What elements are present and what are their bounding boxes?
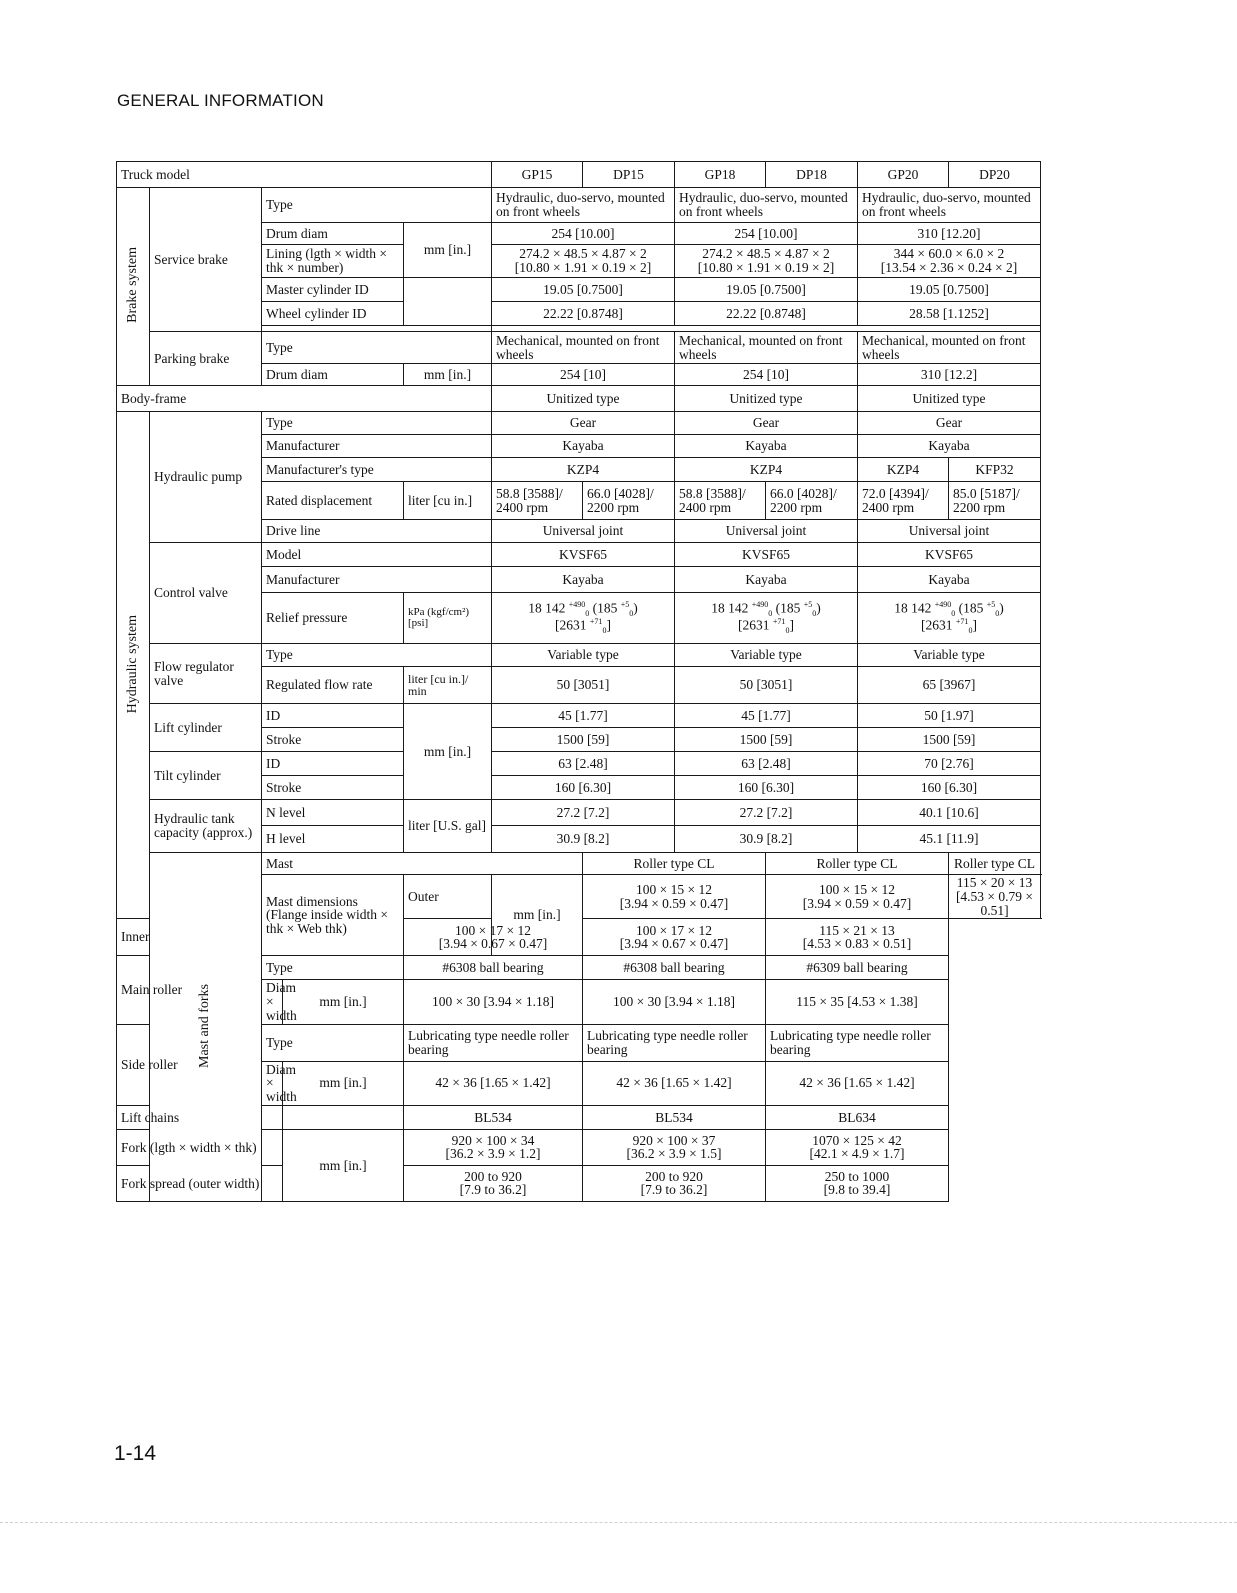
cell-value: Universal joint [492, 520, 675, 543]
unit-label: liter [U.S. gal] [404, 800, 492, 853]
cell-value: 58.8 [3588]/ 2400 rpm [675, 482, 766, 520]
cell-value: 63 [2.48] [492, 752, 675, 776]
cell-value: 42 × 36 [1.65 × 1.42] [583, 1061, 766, 1105]
table-row [117, 800, 1041, 826]
table-row [117, 188, 1041, 223]
cell-value: 100 × 30 [3.94 × 1.18] [404, 980, 583, 1024]
cell-value: #6308 ball bearing [583, 956, 766, 980]
table-row [117, 162, 1041, 188]
cell-value: Mechanical, mounted on front wheels [675, 332, 858, 364]
cell-value: #6308 ball bearing [404, 956, 583, 980]
cell-value: 19.05 [0.7500] [675, 278, 858, 302]
row-label: Manufacturer's type [262, 458, 492, 482]
row-label: Parking brake [150, 332, 262, 386]
cell-value: Roller type CL [766, 853, 949, 875]
cell-value: 115 × 21 × 13 [4.53 × 0.83 × 0.51] [766, 919, 949, 956]
table-row [117, 412, 1041, 435]
cell-value: 50 [3051] [492, 667, 675, 704]
row-label: N level [262, 800, 404, 826]
cell-value: Mechanical, mounted on front wheels [492, 332, 675, 364]
cell-value: Variable type [492, 644, 675, 667]
cell-value: Lubricating type needle roller bearing [766, 1024, 949, 1061]
row-label: Mast [262, 853, 583, 875]
cell-value: 22.22 [0.8748] [675, 302, 858, 326]
row-label: Main roller [117, 956, 262, 1024]
cell-value: 1500 [59] [492, 728, 675, 752]
cell-value: Unitized type [492, 386, 675, 412]
cell-value: Lubricating type needle roller bearing [404, 1024, 583, 1061]
row-label: Side roller [117, 1024, 262, 1105]
empty-cell [283, 1105, 404, 1129]
model-header: GP20 [858, 162, 949, 188]
cell-value: Kayaba [492, 435, 675, 458]
cell-value: KZP4 [492, 458, 675, 482]
cell-value: Mechanical, mounted on front wheels [858, 332, 1041, 364]
row-label: Manufacturer [262, 435, 492, 458]
row-label: ID [262, 704, 404, 728]
row-label: Tilt cylinder [150, 752, 262, 800]
cell-value: KFP32 [949, 458, 1041, 482]
cell-value: 100 × 15 × 12 [3.94 × 0.59 × 0.47] [583, 875, 766, 919]
table-row [117, 1024, 1041, 1061]
row-label: Type [262, 1024, 404, 1061]
cell-value: 30.9 [8.2] [492, 826, 675, 853]
cell-value: 1070 × 125 × 42 [42.1 × 4.9 × 1.7] [766, 1129, 949, 1165]
cell-value: 50 [1.97] [858, 704, 1041, 728]
row-label: Stroke [262, 776, 404, 800]
cell-value: Variable type [858, 644, 1041, 667]
row-label: Rated displacement [262, 482, 404, 520]
cell-value: 45 [1.77] [492, 704, 675, 728]
cell-value-relief: 18 142 $^{+490}_0$ (185 $^{+5}_0$) [2631 $^{+71}_0$] [492, 593, 675, 644]
unit-label: kPa (kgf/cm²) [psi] [404, 593, 492, 644]
group-label-brake: Brake system [117, 188, 150, 386]
row-label: Type [262, 188, 492, 223]
table-row [117, 332, 1041, 364]
cell-value: BL534 [404, 1105, 583, 1129]
cell-value: 160 [6.30] [858, 776, 1041, 800]
cell-value: KVSF65 [492, 543, 675, 567]
model-header: GP15 [492, 162, 583, 188]
cell-value: Unitized type [858, 386, 1041, 412]
row-label: Relief pressure [262, 593, 404, 644]
cell-value: KZP4 [675, 458, 858, 482]
table-row [117, 853, 1041, 875]
unit-label: mm [in.] [492, 875, 583, 956]
cell-value: 72.0 [4394]/ 2400 rpm [858, 482, 949, 520]
page-header: GENERAL INFORMATION [117, 91, 324, 110]
cell-value: 27.2 [7.2] [675, 800, 858, 826]
table-row [117, 752, 1041, 776]
cell-value: 274.2 × 48.5 × 4.87 × 2 [10.80 × 1.91 × 0.19 × 2] [675, 245, 858, 278]
unit-label: mm [in.] [283, 1129, 404, 1201]
cell-value: 45 [1.77] [675, 704, 858, 728]
cell-value: 344 × 60.0 × 6.0 × 2 [13.54 × 2.36 × 0.24 × 2] [858, 245, 1041, 278]
row-label: Body-frame [117, 386, 492, 412]
cell-value: Roller type CL [949, 853, 1041, 875]
cell-value: Kayaba [675, 435, 858, 458]
cell-value: 200 to 920 [7.9 to 36.2] [404, 1165, 583, 1201]
cell-value: 1500 [59] [858, 728, 1041, 752]
cell-value: BL534 [583, 1105, 766, 1129]
cell-value: 1500 [59] [675, 728, 858, 752]
cell-value: 66.0 [4028]/ 2200 rpm [766, 482, 858, 520]
row-label: Type [262, 412, 492, 435]
row-label: Hydraulic tank capacity (approx.) [150, 800, 262, 853]
table-row [117, 1165, 1041, 1201]
cell-value: 63 [2.48] [675, 752, 858, 776]
unit-label: mm [in.] [404, 223, 492, 278]
empty-cell [404, 278, 492, 326]
model-header: DP15 [583, 162, 675, 188]
truck-model-label: Truck model [117, 162, 492, 188]
row-label: Drive line [262, 520, 492, 543]
cell-value: Roller type CL [583, 853, 766, 875]
spec-table [116, 161, 1041, 1202]
row-label: Diam × width [262, 980, 283, 1024]
row-label: Drum diam [262, 223, 404, 245]
model-header: DP18 [766, 162, 858, 188]
cell-value: Kayaba [858, 567, 1041, 593]
cell-value: 160 [6.30] [675, 776, 858, 800]
row-label: Drum diam [262, 364, 404, 386]
row-label: Service brake [150, 188, 262, 332]
cell-value: 19.05 [0.7500] [858, 278, 1041, 302]
table-row [117, 543, 1041, 567]
cell-value: 115 × 20 × 13 [4.53 × 0.79 × 0.51] [949, 875, 1041, 919]
cell-value: Gear [858, 412, 1041, 435]
page-number: 1-14 [114, 1442, 157, 1465]
cell-value: KZP4 [858, 458, 949, 482]
cell-value: Kayaba [492, 567, 675, 593]
row-label: Fork (lgth × width × thk) [117, 1129, 283, 1165]
unit-label: mm [in.] [404, 364, 492, 386]
cell-value: 22.22 [0.8748] [492, 302, 675, 326]
cell-value: Gear [492, 412, 675, 435]
row-label: Mast dimensions (Flange inside width × thk × Web thk) [262, 875, 404, 956]
row-label: Outer [404, 875, 492, 919]
cell-value: #6309 ball bearing [766, 956, 949, 980]
cell-value: Kayaba [858, 435, 1041, 458]
cell-value: 310 [12.2] [858, 364, 1041, 386]
cell-value: KVSF65 [858, 543, 1041, 567]
row-label: ID [262, 752, 404, 776]
row-label: Type [262, 644, 492, 667]
cell-value: Kayaba [675, 567, 858, 593]
row-label: Inner [117, 919, 150, 956]
row-label: Fork spread (outer width) [117, 1165, 283, 1201]
row-label: Lift chains [117, 1105, 283, 1129]
cell-value: 100 × 17 × 12 [3.94 × 0.67 × 0.47] [404, 919, 583, 956]
row-label: Lining (lgth × width × thk × number) [262, 245, 404, 278]
cell-value: 58.8 [3588]/ 2400 rpm [492, 482, 583, 520]
table-row [117, 644, 1041, 667]
cell-value: 70 [2.76] [858, 752, 1041, 776]
unit-label: mm [in.] [283, 1061, 404, 1105]
cell-value-relief: 18 142 $^{+490}_0$ (185 $^{+5}_0$) [2631 $^{+71}_0$] [675, 593, 858, 644]
cell-value: Hydraulic, duo-servo, mounted on front wheels [492, 188, 675, 223]
cell-value: 100 × 30 [3.94 × 1.18] [583, 980, 766, 1024]
cell-value: 274.2 × 48.5 × 4.87 × 2 [10.80 × 1.91 × 0.19 × 2] [492, 245, 675, 278]
cell-value: 250 to 1000 [9.8 to 39.4] [766, 1165, 949, 1201]
cell-value: 920 × 100 × 34 [36.2 × 3.9 × 1.2] [404, 1129, 583, 1165]
cell-value: 27.2 [7.2] [492, 800, 675, 826]
cell-value: Unitized type [675, 386, 858, 412]
row-label: Type [262, 956, 404, 980]
cell-value: 100 × 15 × 12 [3.94 × 0.59 × 0.47] [766, 875, 949, 919]
row-label: Wheel cylinder ID [262, 302, 404, 326]
cell-value: 42 × 36 [1.65 × 1.42] [766, 1061, 949, 1105]
table-row [117, 956, 1041, 980]
cell-value: 42 × 36 [1.65 × 1.42] [404, 1061, 583, 1105]
unit-label: liter [cu in.] [404, 482, 492, 520]
table-row [117, 704, 1041, 728]
cell-value: Gear [675, 412, 858, 435]
cell-value: 50 [3051] [675, 667, 858, 704]
cell-value-relief: 18 142 $^{+490}_0$ (185 $^{+5}_0$) [2631 $^{+71}_0$] [858, 593, 1041, 644]
row-label: Manufacturer [262, 567, 492, 593]
cell-value: Hydraulic, duo-servo, mounted on front wheels [675, 188, 858, 223]
table-row [117, 386, 1041, 412]
cell-value: 65 [3967] [858, 667, 1041, 704]
row-label: Hydraulic pump [150, 412, 262, 543]
row-label: H level [262, 826, 404, 853]
cell-value: 28.58 [1.1252] [858, 302, 1041, 326]
cell-value: 66.0 [4028]/ 2200 rpm [583, 482, 675, 520]
cell-value: 45.1 [11.9] [858, 826, 1041, 853]
row-label: Master cylinder ID [262, 278, 404, 302]
cell-value: 100 × 17 × 12 [3.94 × 0.67 × 0.47] [583, 919, 766, 956]
cell-value: Universal joint [858, 520, 1041, 543]
cell-value: 200 to 920 [7.9 to 36.2] [583, 1165, 766, 1201]
table-row [117, 1129, 1041, 1165]
cell-value: 254 [10] [492, 364, 675, 386]
cell-value: 254 [10] [675, 364, 858, 386]
cell-value: 40.1 [10.6] [858, 800, 1041, 826]
cell-value: 30.9 [8.2] [675, 826, 858, 853]
cell-value: Variable type [675, 644, 858, 667]
row-label: Diam × width [262, 1061, 283, 1105]
row-label: Control valve [150, 543, 262, 644]
group-label-hydraulic: Hydraulic system [117, 412, 150, 919]
cell-value: 19.05 [0.7500] [492, 278, 675, 302]
cell-value: 920 × 100 × 37 [36.2 × 3.9 × 1.5] [583, 1129, 766, 1165]
row-label: Type [262, 332, 492, 364]
cell-value: KVSF65 [675, 543, 858, 567]
cell-value: 160 [6.30] [492, 776, 675, 800]
cell-value: Hydraulic, duo-servo, mounted on front wheels [858, 188, 1041, 223]
table-row [117, 1105, 1041, 1129]
unit-label: liter [cu in.]/ min [404, 667, 492, 704]
cell-value: 85.0 [5187]/ 2200 rpm [949, 482, 1041, 520]
unit-label: mm [in.] [404, 704, 492, 800]
unit-label: mm [in.] [283, 980, 404, 1024]
scan-edge-divider [0, 1522, 1237, 1523]
row-label: Model [262, 543, 492, 567]
row-label: Stroke [262, 728, 404, 752]
cell-value: 254 [10.00] [675, 223, 858, 245]
cell-value: 310 [12.20] [858, 223, 1041, 245]
row-label: Regulated flow rate [262, 667, 404, 704]
row-label: Lift cylinder [150, 704, 262, 752]
row-label: Flow regulator valve [150, 644, 262, 704]
cell-value: Universal joint [675, 520, 858, 543]
cell-value: 115 × 35 [4.53 × 1.38] [766, 980, 949, 1024]
cell-value: 254 [10.00] [492, 223, 675, 245]
cell-value: BL634 [766, 1105, 949, 1129]
cell-value: Lubricating type needle roller bearing [583, 1024, 766, 1061]
model-header: DP20 [949, 162, 1041, 188]
model-header: GP18 [675, 162, 766, 188]
group-label-mast: Mast and forks [150, 853, 262, 1202]
